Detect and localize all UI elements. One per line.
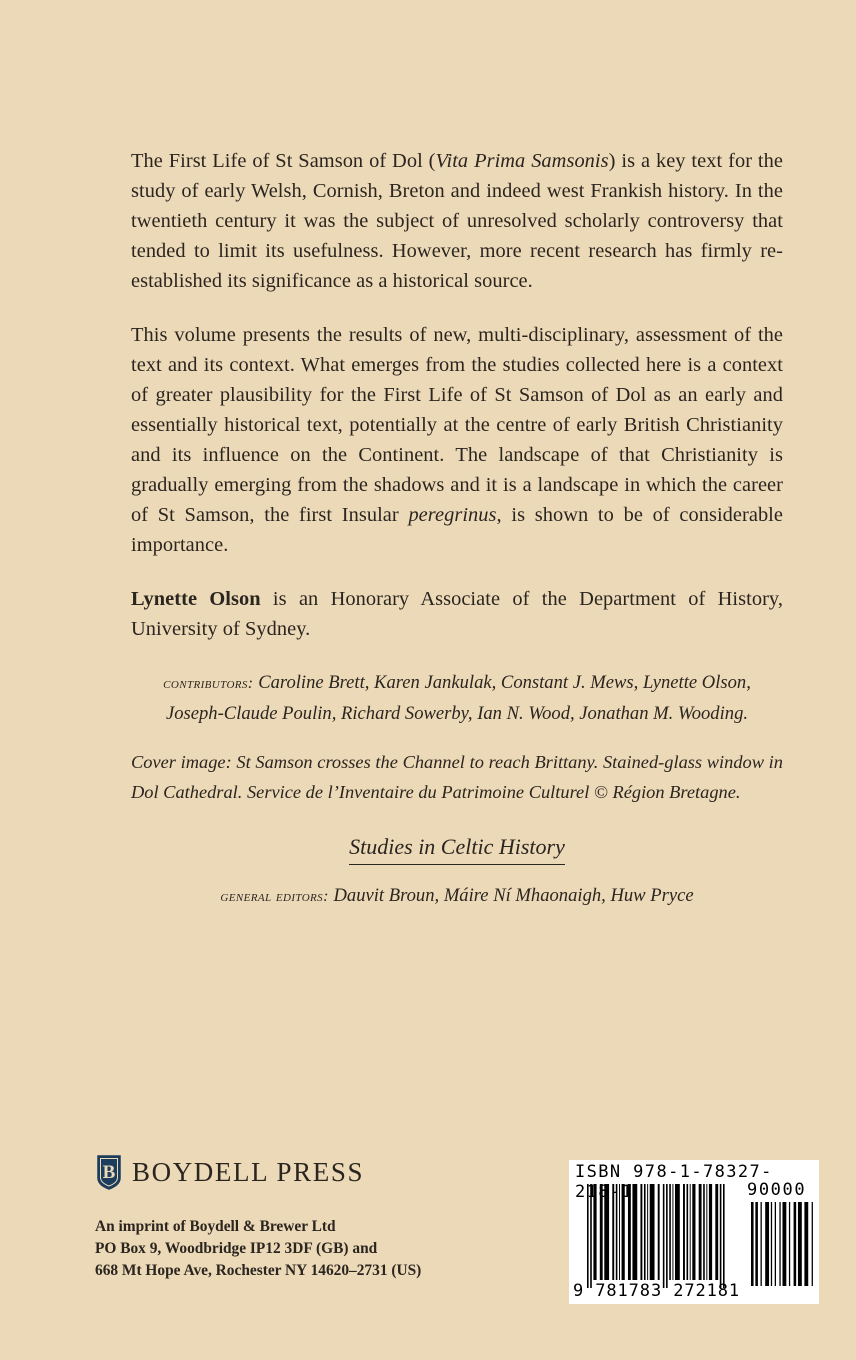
peregrinus-term: peregrinus — [408, 504, 497, 526]
editors-label: general editors: — [220, 888, 329, 905]
barcode-bar — [771, 1202, 772, 1286]
editors-names: Dauvit Broun, Máire Ní Mhaonaigh, Huw Pryce — [333, 885, 694, 906]
contributors — [131, 668, 783, 729]
isbn-barcode — [569, 1160, 819, 1304]
publisher-logo — [95, 1154, 364, 1190]
imprint-line-1: An imprint of Boydell & Brewer Ltd — [95, 1218, 336, 1235]
barcode-bar — [794, 1202, 797, 1286]
blurb-paragraph-1 — [131, 146, 783, 296]
ean-digits: 9 781783 272181 — [573, 1281, 741, 1301]
barcode-bar — [789, 1202, 790, 1286]
contributors-names-1: Caroline Brett, Karen Jankulak, Constant J. Mews, Lynette Olson, — [258, 672, 751, 693]
barcode-bar — [812, 1202, 813, 1286]
back-cover-text — [131, 146, 783, 907]
barcode-bar — [765, 1202, 769, 1286]
blurb-p1-end: ) is a key text for the study of early Welsh, Cornish, Breton and indeed west Frankish history. In the twentieth century it was the subject of unresolved scholarly controversy that tended to limit its usefulness. However, more recent research has firmly re-established its significance as a historical source. — [131, 150, 783, 292]
logo-letter: B — [102, 1162, 116, 1183]
publisher-name: BOYDELL PRESS — [132, 1156, 365, 1187]
blurb-p2-end: , is shown to be of considerable importance. — [131, 504, 784, 556]
publisher-imprint — [95, 1216, 421, 1282]
author-bio-text: is an Honorary Associate of the Department of History, University of Sydney. — [131, 588, 783, 640]
barcode-bar — [804, 1202, 808, 1286]
isbn-label: ISBN 978-1-78327-218-1 — [575, 1162, 773, 1202]
blurb-p1-start: The First Life of St Samson of Dol ( — [131, 150, 436, 172]
contributors-label: contributors: — [163, 675, 254, 692]
book-title-latin: Vita Prima Samsonis — [435, 150, 609, 172]
price-addon-code: 90000 — [747, 1180, 807, 1200]
series-title: Studies in Celtic History — [349, 834, 565, 865]
barcode-bar — [751, 1202, 754, 1286]
contributors-line-2: Joseph-Claude Poulin, Richard Sowerby, Ian N. Wood, Jonathan M. Wooding. — [165, 703, 749, 724]
barcode-bar — [798, 1202, 802, 1286]
imprint-line-2: PO Box 9, Woodbridge IP12 3DF (GB) and — [95, 1240, 378, 1257]
blurb-p2-start: This volume presents the results of new, multi-disciplinary, assessment of the text and its context. What emerges from the studies collected here is a context of greater plausibility for the First Life of St Samson of Dol as an early and essentially historical text, potentially at the centre of early British Christianity and its influence on the Continent. The landscape of that Christianity is gradually emerging from the shadows and it is a landscape in which the career of St Samson, the first Insular — [131, 324, 783, 526]
barcode-bar — [755, 1202, 758, 1286]
contributors-line-1 — [131, 668, 783, 699]
barcode-bar — [761, 1202, 762, 1286]
author-name: Lynette Olson — [131, 588, 261, 610]
author-bio — [131, 584, 783, 644]
barcode-bar — [775, 1202, 776, 1286]
cover-image-credit: Cover image: St Samson crosses the Channel to reach Brittany. Stained-glass window in Dol Cathedral. Service de l’Inventaire du Patrimoine Culturel © Région Bretagne. — [131, 752, 783, 802]
boydell-shield-icon — [95, 1154, 123, 1190]
barcode-bar — [782, 1202, 786, 1286]
blurb-paragraph-2 — [131, 320, 783, 560]
general-editors — [131, 885, 783, 907]
barcode-bar — [779, 1202, 780, 1286]
imprint-line-3: 668 Mt Hope Ave, Rochester NY 14620–2731 (US) — [95, 1262, 422, 1279]
series-title-block — [131, 834, 783, 865]
